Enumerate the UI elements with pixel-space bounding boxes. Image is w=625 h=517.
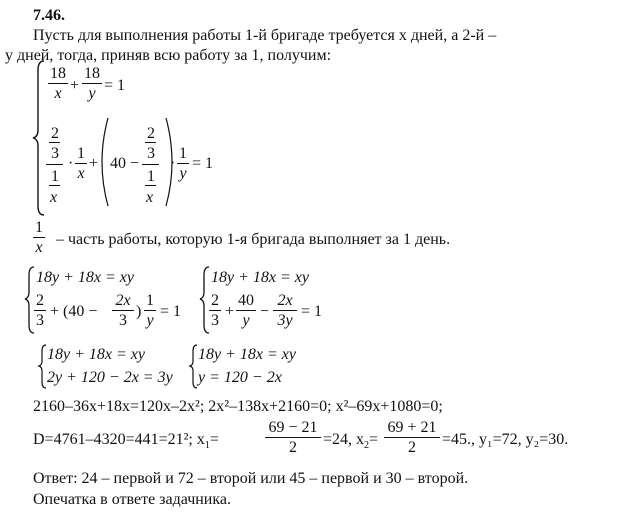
s1-eq2-frac-1y-num: 1 [179,145,187,162]
problem-number: 7.46. [33,7,65,24]
s4-eq1: 18y + 18x = xy [47,346,145,363]
s2-eq2-frac-1y [144,293,156,329]
s3-eq2-frac-2x3y [273,293,297,329]
s1-eq1-frac2-num: 18 [84,65,100,82]
roots-x1-frac [265,420,321,456]
s1-eq2-rhs: = 1 [192,155,214,172]
s1-eq2-plus: + [89,155,99,172]
s2-eq1: 18y + 18x = xy [36,269,134,286]
roots-disc [33,431,219,452]
s3-eq2-minus: − [260,303,270,320]
roots-x1-val-text: =24, x [323,431,365,448]
answer-line: Ответ: 24 – первой и 72 – второй или 45 – первой и 30 – второй. [33,470,469,487]
s4-eq2: 2y + 120 − 2x = 3y [47,369,173,386]
expl-text: – часть работы, которую 1-я бригада выполняет за 1 день. [56,231,451,248]
expl-frac-den: x [35,239,43,256]
roots-x1-num: 69 − 21 [265,420,321,438]
s3-eq2-plus: + [225,303,235,320]
s1-eq1-frac2-den: y [88,85,96,102]
system4-brace [39,345,46,388]
s1-eq1-rhs: = 1 [104,77,126,94]
s1-eq2-nested-frac [44,122,68,208]
quadratic-line: 2160–36x+18x=120x–2x²; 2x²–138x+2160=0; x²–69x+1080=0; [33,398,443,415]
s1-eq2-frac-1x-den: x [77,165,85,182]
roots-tail: =45., y₁=72, y₂=30. [442,431,569,448]
s2-eq2-frac-2x3-den: 3 [119,312,127,329]
s1-eq2-c-num: 2 [147,125,155,142]
s3-eq2-frac-2x3y-den: 3y [277,312,293,329]
s3-eq2-frac-40y-num: 40 [238,292,254,309]
s3-eq2-frac-40y-den: y [242,312,250,329]
s3-eq2-frac-23 [209,293,221,329]
s2-eq2-frac-23-num: 2 [36,292,44,309]
roots-x2-den: 2 [408,439,416,456]
system2-brace [25,267,34,333]
roots-eq-a: = [209,431,219,448]
note-line: Опечатка в ответе задачника. [33,491,231,508]
s2-eq2-frac-23 [34,293,46,329]
s2-eq2-frac-23-den: 3 [36,312,44,329]
roots-x1-den: 2 [289,439,297,456]
s1-eq2-frac-1x-num: 1 [77,145,85,162]
s2-eq2-frac-1y-den: y [146,312,154,329]
s2-eq2-frac-2x3-num: 2x [112,293,134,311]
s1-eq2-a-num: 2 [51,125,59,142]
system1-left-paren [102,118,108,206]
s3-eq2-frac-23-num: 2 [211,292,219,309]
s2-eq2-rhs: = 1 [160,303,182,320]
system1-brace [33,61,44,215]
s2-eq2-frac-1y-num: 1 [146,292,154,309]
s2-eq2-frac-2x3 [112,293,134,329]
roots-x2-frac [384,420,440,456]
system5-brace [190,345,197,388]
s1-eq2-minus: − [130,155,140,172]
roots-x1-val [323,431,379,452]
s5-eq1: 18y + 18x = xy [198,346,296,363]
roots-x2-sub: 2 [364,440,370,452]
s1-eq2-c-den: 3 [147,145,155,162]
roots-x2-num: 69 + 21 [384,420,440,438]
roots-disc-text: D=4761–4320=441=21²; x [33,431,205,448]
s1-eq2-frac-1x [75,146,87,182]
expl-frac-num: 1 [35,219,43,236]
s3-eq2-frac-23-den: 3 [211,312,219,329]
s1-eq2-forty: 40 [110,155,126,172]
system3-brace [200,267,209,333]
expl-frac [33,220,45,256]
intro-line-1: Пусть для выполнения работы 1-й бригаде требуется x дней, а 2-й – [33,27,497,44]
s1-eq2-frac-1y [177,146,189,182]
s1-eq1-frac2 [82,66,102,102]
s3-eq2-rhs: = 1 [301,303,323,320]
s1-eq2-dot1: · [68,155,74,172]
roots-x1-sub: 1 [204,440,210,452]
roots-eq-b: = [369,431,379,448]
s1-eq2-d-den: x [146,189,154,206]
s1-eq1-frac1 [48,66,68,102]
s2-eq2-paren-open: + (40 − [50,303,98,320]
s1-eq2-b-den: x [50,189,58,206]
s3-eq2-frac-2x3y-num: 2x [273,293,297,311]
s1-eq2-a-den: 3 [51,145,59,162]
s1-eq2-b-num: 1 [51,168,59,185]
s3-eq1: 18y + 18x = xy [211,269,309,286]
s1-eq1-frac1-num: 18 [50,65,66,82]
intro-line-2: y дней, тогда, приняв всю работу за 1, получим: [5,47,332,64]
s1-eq2-frac-1y-den: y [179,165,187,182]
s1-eq2-inner-nested-frac [140,122,164,208]
s2-eq2-paren-close: ) [136,303,142,320]
s1-eq2-d-num: 1 [147,168,155,185]
s5-eq2: y = 120 − 2x [198,369,282,386]
s1-eq1-plus: + [70,77,80,94]
s1-eq1-frac1-den: x [54,85,62,102]
s1-eq2-dot2: · [170,155,176,172]
s3-eq2-frac-40y [236,293,256,329]
